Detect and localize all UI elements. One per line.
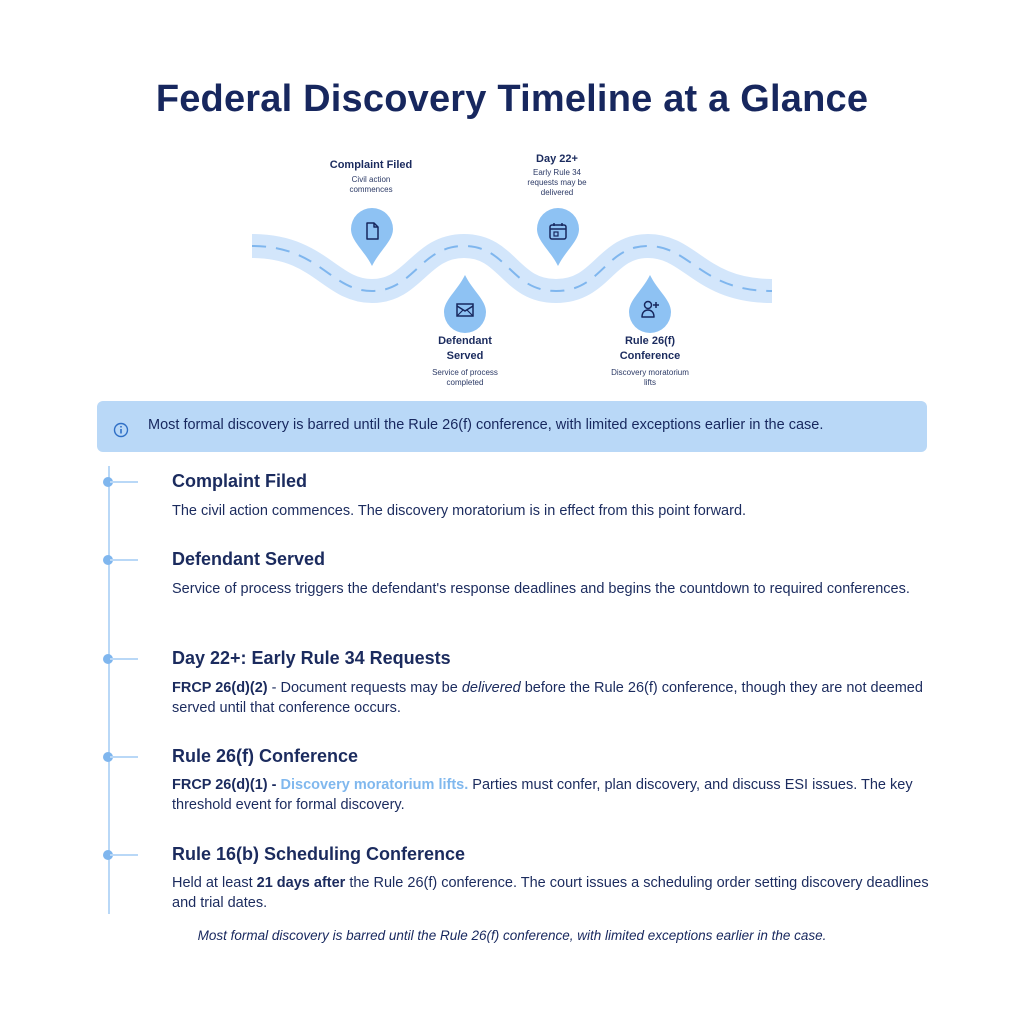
timeline-body: Service of process triggers the defendant's response deadlines and begins the countdown to required conferences.: [172, 581, 910, 597]
document-icon: [361, 220, 383, 242]
timeline-tick: [110, 481, 138, 483]
user-plus-icon: [639, 298, 661, 320]
highlight-text: Discovery moratorium lifts.: [280, 777, 469, 793]
rule-citation: FRCP 26(d)(2): [172, 680, 268, 696]
envelope-icon: [454, 298, 476, 320]
timeline-body: The civil action commences. The discovery moratorium is in effect from this point forward.: [172, 503, 747, 519]
milestone-subtitle: Service of process completed: [432, 368, 498, 387]
milestone-title: Complaint Filed: [329, 159, 413, 171]
timeline-heading: Complaint Filed: [172, 471, 307, 491]
timeline-heading: Day 22+: Early Rule 34 Requests: [172, 648, 451, 668]
info-banner: [97, 401, 927, 452]
milestone-label-complaint: [301, 158, 441, 195]
strong-text: 21 days after: [256, 875, 346, 891]
emphasis-text: delivered: [461, 680, 521, 696]
footer-note: Most formal discovery is barred until the Rule 26(f) conference, with limited exceptions earlier in the case.: [197, 928, 827, 943]
milestone-title: Day 22+: [536, 153, 578, 165]
milestone-subtitle: Discovery moratorium lifts: [611, 368, 689, 387]
banner-text: Most formal discovery is barred until the Rule 26(f) conference, with limited exceptions earlier in the case.: [148, 417, 824, 433]
page-title: Federal Discovery Timeline at a Glance: [155, 78, 869, 120]
calendar-icon: [547, 220, 569, 242]
body-text: the Rule 26(f) conference. The court issues a scheduling order setting discovery deadlines and trial dates.: [172, 875, 929, 911]
body-text: Held at least: [172, 875, 257, 891]
milestone-pin-complaint: [350, 208, 394, 266]
body-text: before the Rule 26(f) conference, though they are not deemed served until that conference occurs.: [172, 680, 923, 716]
milestone-label-rule26f: [600, 334, 700, 388]
milestone-pin-day22: [536, 208, 580, 266]
timeline-line: [108, 466, 110, 914]
timeline-heading: Defendant Served: [172, 549, 326, 569]
timeline-tick: [110, 756, 138, 758]
timeline-tick: [110, 854, 138, 856]
timeline-body: [172, 678, 942, 718]
rule-citation: FRCP 26(d)(1) -: [172, 777, 277, 793]
timeline-body: [172, 873, 942, 913]
timeline-heading: Rule 16(b) Scheduling Conference: [172, 844, 466, 864]
milestone-subtitle: Civil action commences: [349, 175, 393, 194]
milestone-label-defendant: [414, 334, 516, 388]
milestone-pin-defendant: [443, 275, 487, 333]
timeline-heading: Rule 26(f) Conference: [172, 746, 359, 766]
milestone-pin-rule26f: [628, 275, 672, 333]
body-text: Parties must confer, plan discovery, and discuss ESI issues. The key threshold event for formal discovery.: [172, 777, 913, 813]
milestone-subtitle: Early Rule 34 requests may be delivered: [527, 168, 587, 197]
milestone-label-day22: [507, 152, 607, 198]
timeline-body: [172, 775, 942, 815]
milestone-title: Rule 26(f) Conference: [619, 335, 681, 362]
timeline-tick: [110, 658, 138, 660]
body-text: - Document requests may be: [267, 680, 462, 696]
milestone-title: Defendant Served: [438, 335, 492, 362]
info-icon: [113, 422, 129, 438]
timeline-tick: [110, 559, 138, 561]
